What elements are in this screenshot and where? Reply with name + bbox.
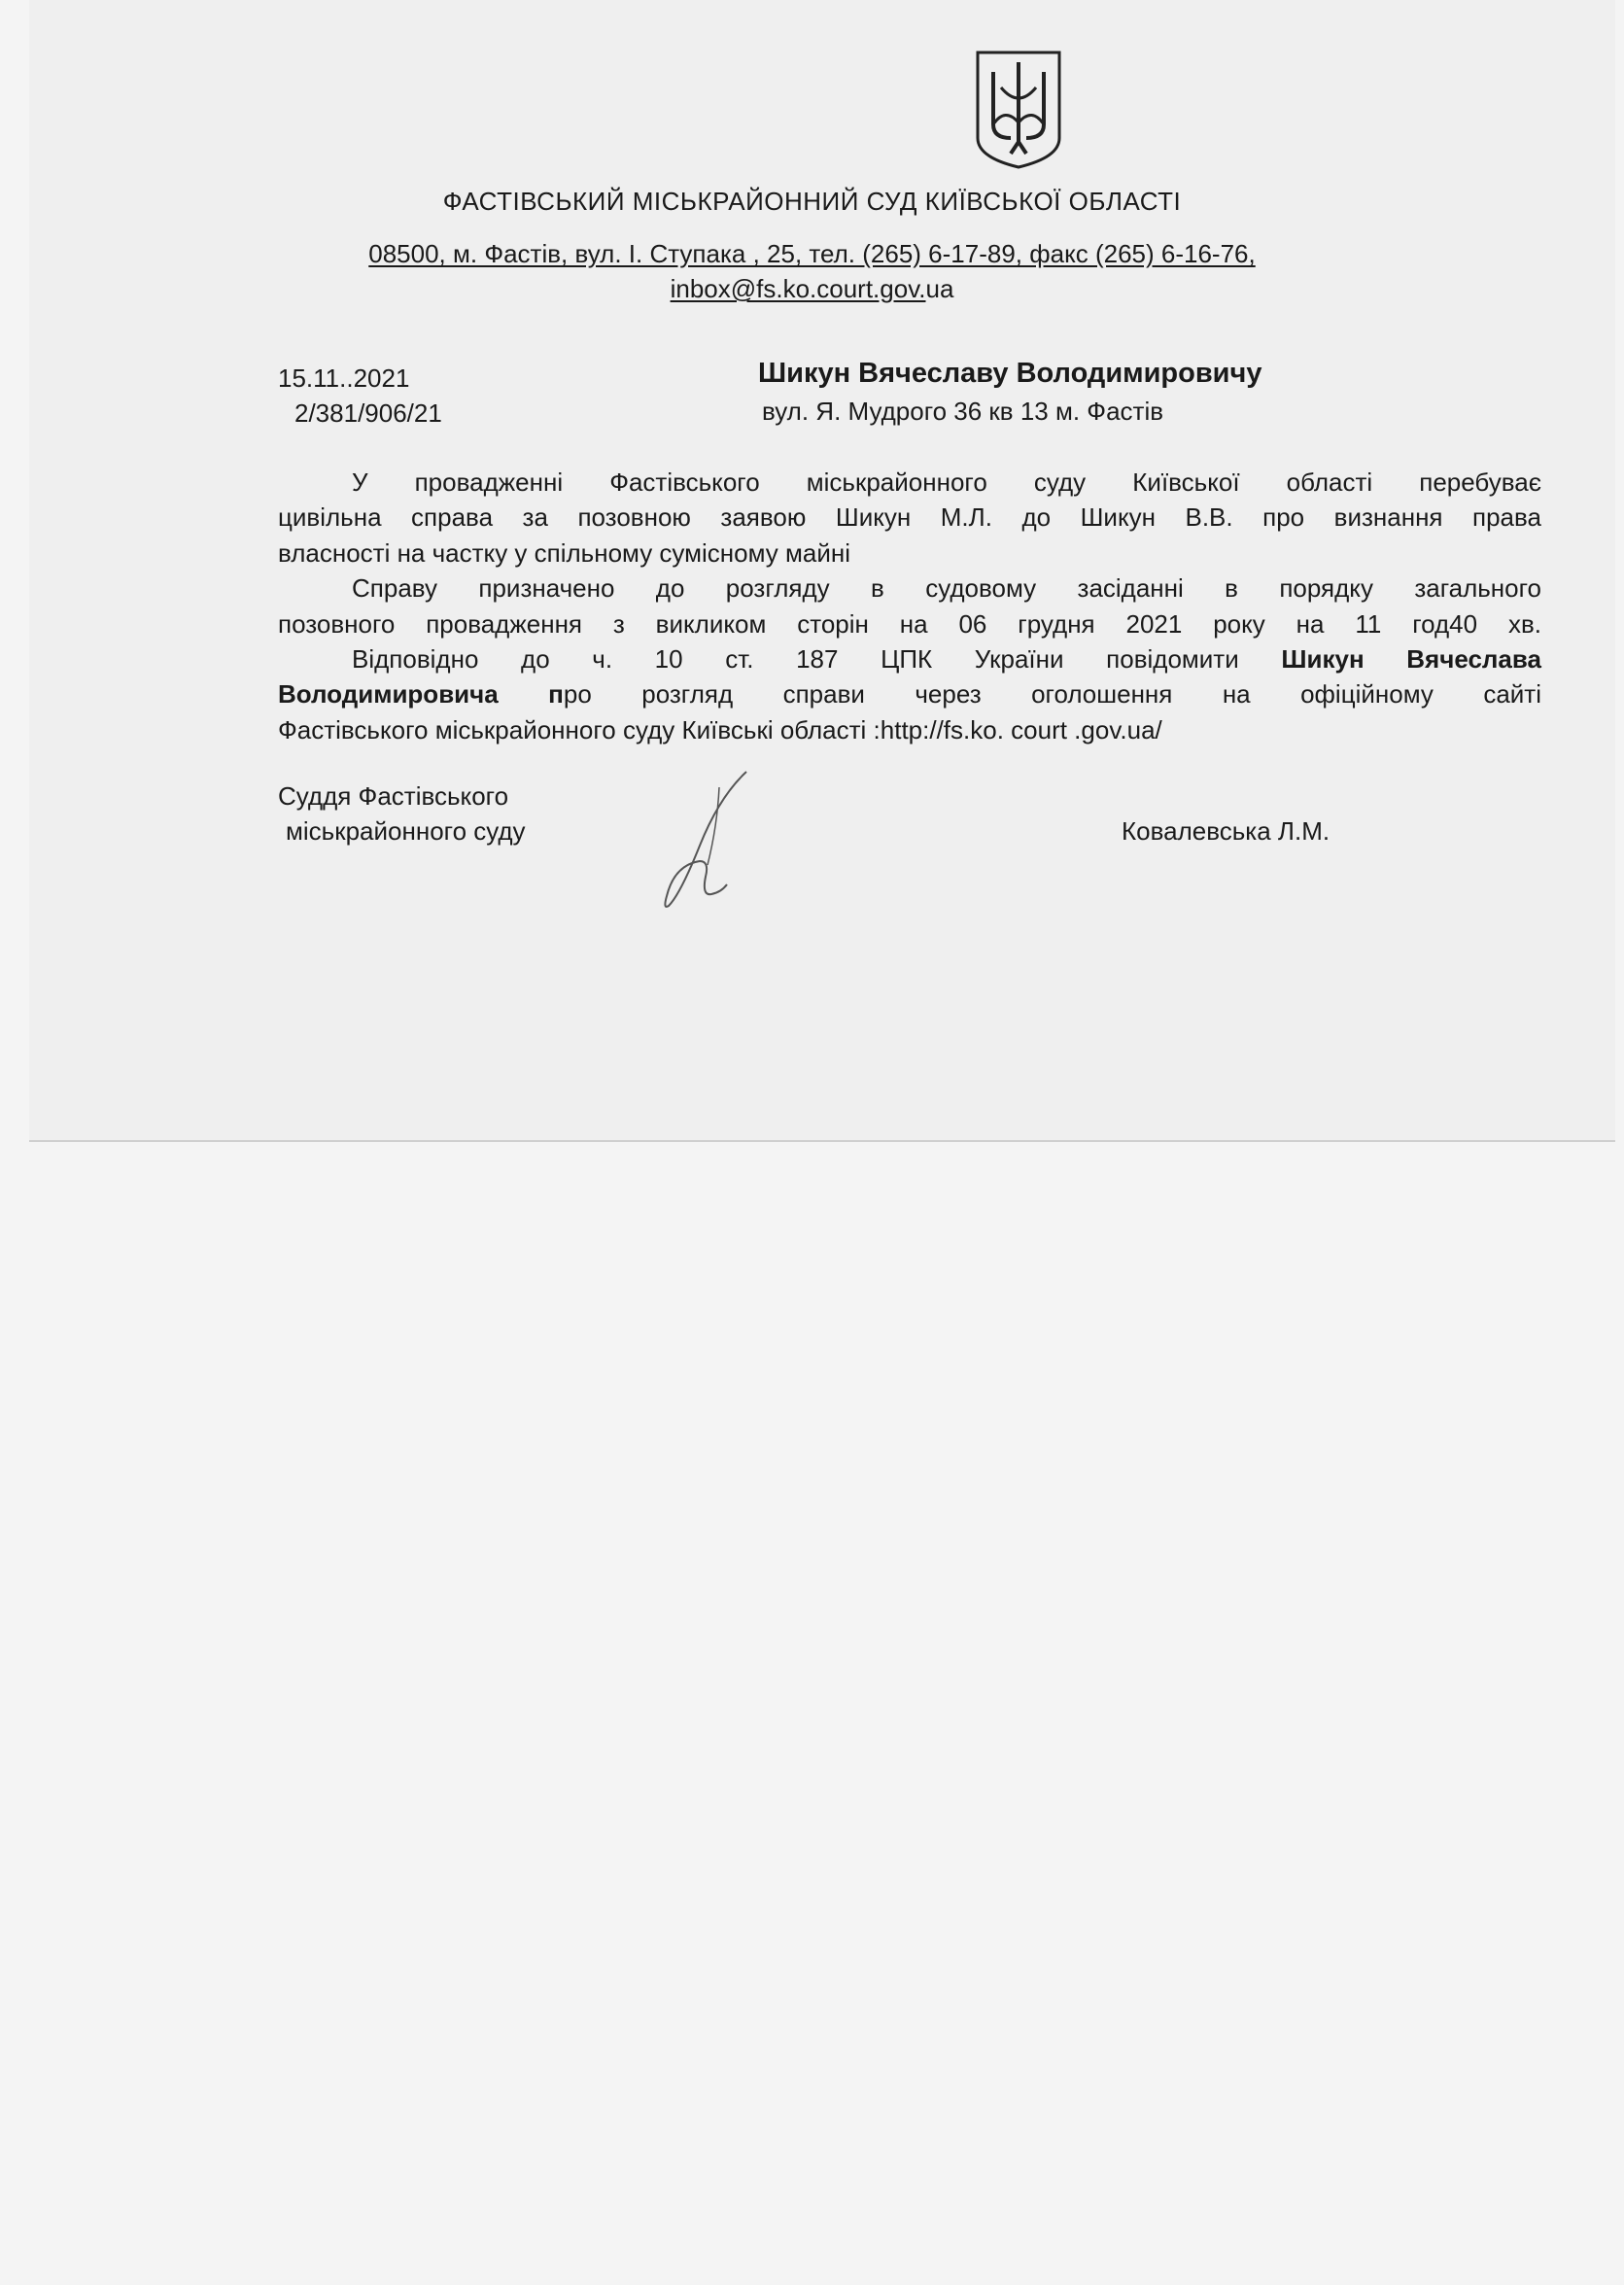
court-address: 08500, м. Фастів, вул. І. Ступака , 25, тел. (265) 6-17-89, факс (265) 6-16-76,: [368, 239, 1256, 268]
recipient-address: вул. Я. Мудрого 36 кв 13 м. Фастів: [762, 397, 1164, 426]
body-line: позовного провадження з викликом сторін на 06 грудня 2021 року на 11 год40 хв.: [278, 608, 1541, 639]
court-name: ФАСТІВСЬКИЙ МІСЬКРАЙОННИЙ СУД КИЇВСЬКОЇ ОБЛАСТІ: [442, 187, 1182, 216]
judge-title: Суддя Фастівського: [278, 781, 509, 811]
judge-name: Ковалевська Л.М.: [1122, 816, 1330, 846]
defendant-name: Шикун Вячеслава: [1281, 643, 1541, 674]
recipient-name: Шикун Вячеславу Володимировичу: [758, 358, 1262, 389]
handwritten-signature: [661, 768, 768, 914]
email-link[interactable]: inbox@fs.ko.court.gov.: [670, 274, 926, 303]
body-line: власності на частку у спільному сумісному майні: [278, 537, 850, 568]
letter-body: [278, 465, 1541, 747]
court-email: inbox@fs.ko.court.gov.ua: [670, 274, 954, 303]
reference-number: 2/381/906/21: [294, 398, 442, 428]
judge-title: міськрайонного суду: [286, 816, 526, 846]
body-line: Володимировича про розгляд справи через оголошення на офіційному сайті: [278, 679, 1541, 710]
body-line: У провадженні Фастівського міськрайонного суду Київської області перебуває: [352, 467, 1541, 497]
body-line: цивільна справа за позовною заявою Шикун М.Л. до Шикун В.В. про визнання права: [278, 502, 1541, 533]
document-date: 15.11..2021: [278, 364, 410, 393]
trident-emblem-icon: [972, 49, 1065, 171]
body-line: Фастівського міськрайонного суду Київські області :http://fs.ko. court .gov.ua/: [278, 714, 1162, 744]
body-line: Відповідно до ч. 10 ст. 187 ЦПК України повідомити Шикун Вячеслава: [352, 643, 1541, 674]
body-line: Справу призначено до розгляду в судовому засіданні в порядку загального: [352, 573, 1541, 604]
defendant-patronymic: Володимировича: [278, 679, 499, 710]
